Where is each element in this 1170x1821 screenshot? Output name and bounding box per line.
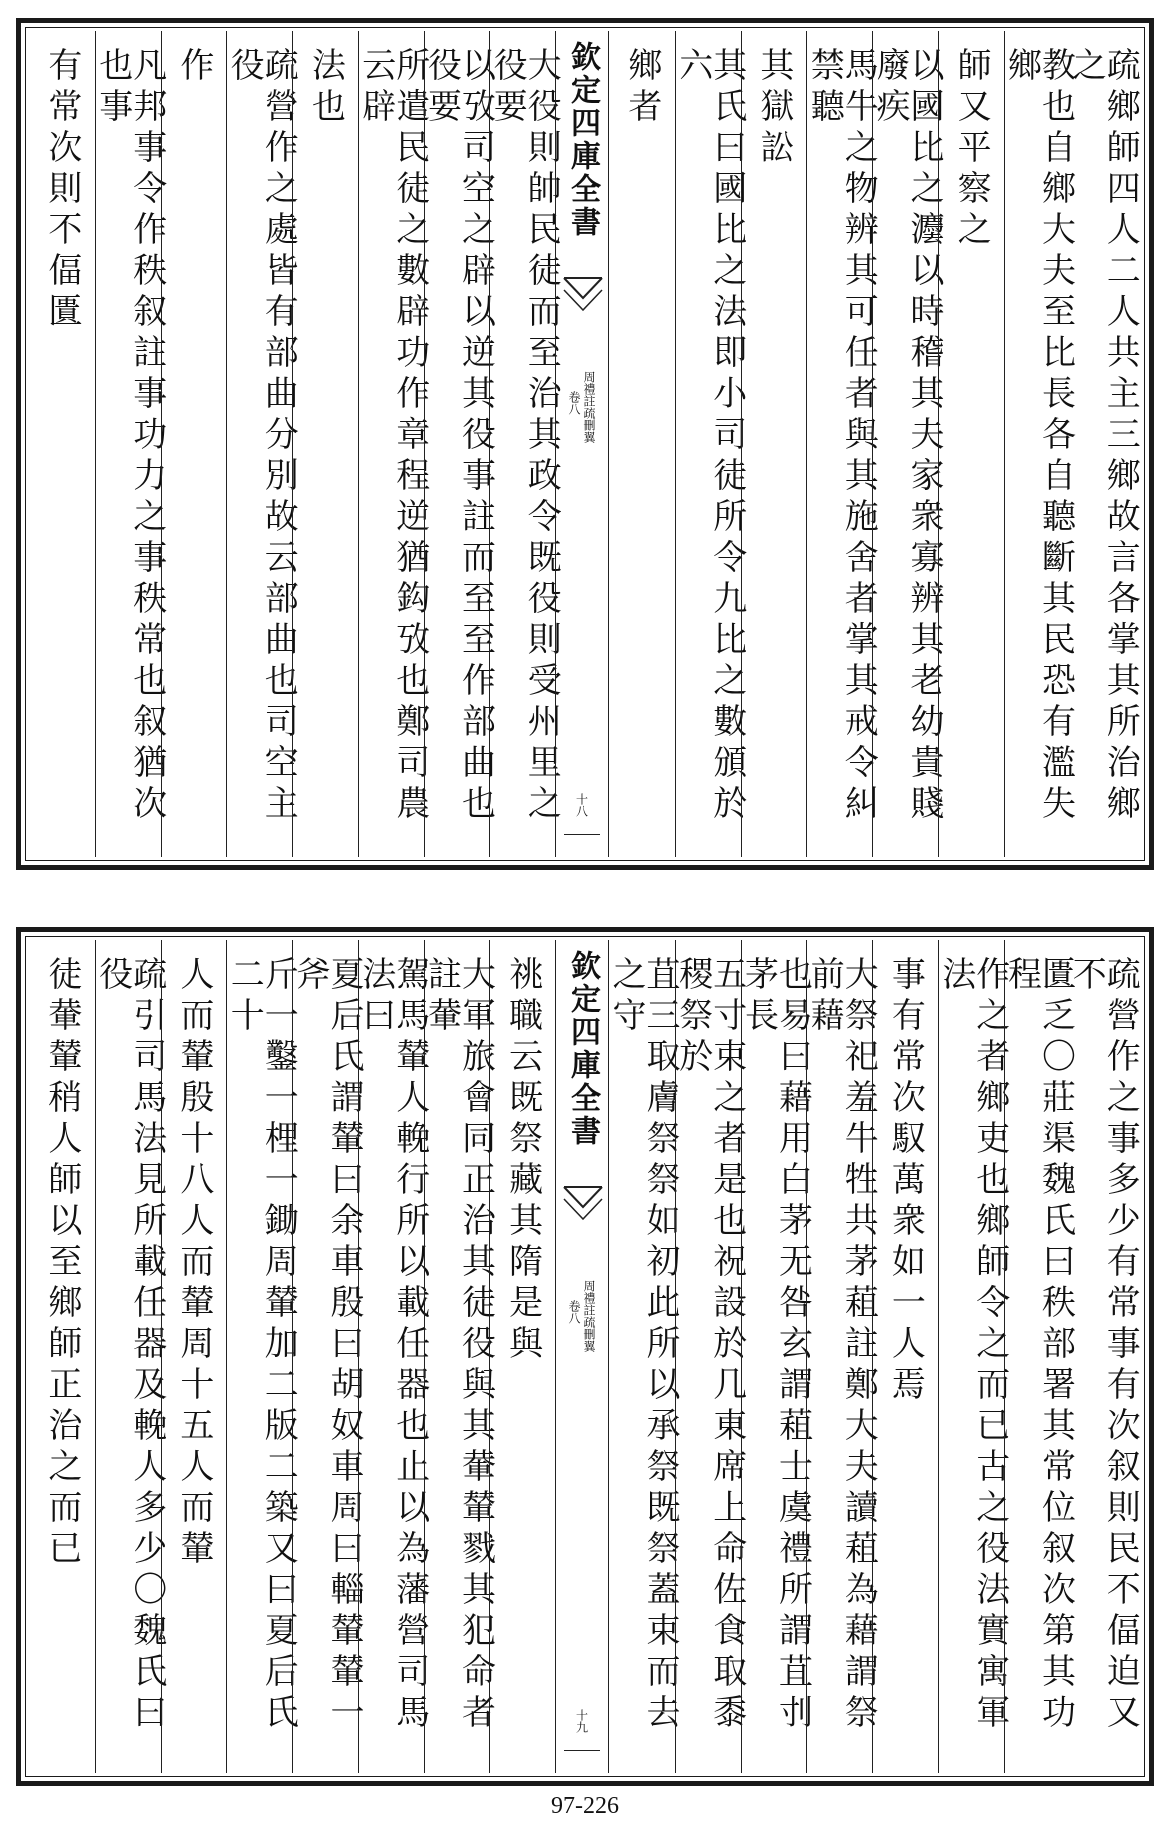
leaf-number: 十八 [574, 793, 589, 817]
column-text: 疏引司馬法見所載任器及輓人多少〇魏氏曰役 [92, 956, 167, 1735]
book-subtitle: 周禮註疏刪翼 [582, 371, 596, 443]
column-text: 其氏曰國比之法即小司徒所令九比之數頒於六 [672, 47, 747, 826]
text-column [672, 940, 747, 1773]
center-fold [555, 940, 609, 1773]
text-column [29, 940, 95, 1773]
page-top-body [29, 31, 1141, 857]
column-text: 人而輦殷十八人而輦周十五人而輦 [173, 956, 214, 1571]
column-text: 凡邦事令作秩叙註事功力之事秩常也叙猶次也事 [92, 47, 167, 826]
text-column [421, 31, 496, 857]
column-text: 疏營作之處皆有部曲分別故云部曲也司空主役 [224, 47, 299, 826]
column-text: 斤一鑿一梩一鋤周輦加二版二築又曰夏后氏二十 [224, 956, 299, 1735]
text-column [738, 940, 813, 1773]
column-text: 大軍旅會同正治其徒役與其輂輦戮其犯命者註輂 [421, 956, 496, 1735]
column-text: 所遣民徒之數辟功作章程逆猶鈎攷也鄭司農云辟 [355, 47, 430, 826]
center-fold [555, 31, 609, 857]
column-text: 作之者鄉吏也鄉師令之而已古之役法實寓軍法 [935, 956, 1010, 1735]
text-column [872, 940, 938, 1773]
column-text: 疏營作之事多少有常事有次叙則民不偪迫又不 [1066, 956, 1141, 1735]
text-column [487, 31, 562, 857]
text-column [161, 31, 227, 857]
column-text: 有常次則不偪匱 [41, 47, 82, 334]
text-column [935, 940, 1010, 1773]
volume-label: 卷八 [567, 391, 581, 415]
column-text: 以攷司空之辟以逆其役事註而至至作部曲也役要 [421, 47, 496, 826]
book-subtitle: 周禮註疏刪翼 [582, 1280, 596, 1352]
text-column [92, 31, 167, 857]
text-column [804, 940, 879, 1773]
column-text: 五寸束之者是也祝設於几東席上命佐食取黍稷祭於 [672, 956, 747, 1735]
column-text: 馬牛之物辨其可任者與其施舍者掌其戒令糾禁聽 [804, 47, 879, 826]
page-bottom-body [29, 940, 1141, 1773]
column-text: 徒輂輦稍人師以至鄉師正治之而已 [41, 956, 82, 1571]
text-column [1001, 31, 1076, 857]
bottom-rule [564, 834, 600, 835]
text-column [355, 940, 430, 1773]
text-column [609, 31, 675, 857]
text-column [421, 940, 496, 1773]
column-text: 作 [173, 47, 214, 88]
text-column [938, 31, 1004, 857]
column-text: 夏后氏謂輦曰余車殷曰胡奴車周曰輜輦輦一斧 [290, 956, 364, 1735]
column-text: 疏鄉師四人二人共主三鄉故言各掌其所治鄉之 [1066, 47, 1141, 826]
text-column [741, 31, 807, 857]
text-column [161, 940, 227, 1773]
text-column [804, 31, 879, 857]
text-column [292, 31, 358, 857]
bottom-rule [564, 1750, 600, 1751]
page-number: 97-226 [551, 1793, 619, 1819]
text-column [489, 940, 555, 1773]
column-text: 祧職云既祭藏其隋是與 [502, 956, 543, 1366]
text-column [1001, 940, 1076, 1773]
text-column [870, 31, 944, 857]
text-column [672, 31, 747, 857]
text-column [606, 940, 680, 1773]
text-column [224, 940, 299, 1773]
text-column [290, 940, 364, 1773]
column-text: 教也自鄉大夫至比長各自聽斷其民恐有濫失鄉 [1001, 47, 1076, 826]
fishtail-mark-icon [562, 276, 604, 326]
book-title: 欽定四庫全書 [565, 41, 600, 239]
column-text: 其獄訟 [753, 47, 794, 170]
text-column [29, 31, 95, 857]
column-text: 大祭祀羞牛牲共茅蒩註鄭大夫讀蒩為藉謂祭前藉 [804, 956, 879, 1735]
column-text: 事有常次馭萬衆如一人焉 [885, 956, 926, 1407]
text-column [224, 31, 299, 857]
book-title: 欽定四庫全書 [565, 950, 600, 1148]
column-text: 匱乏〇莊渠魏氏曰秩部署其常位叙次第其功程 [1001, 956, 1076, 1735]
column-text: 駕馬輦人輓行所以載任器也止以為藩營司馬法曰 [355, 956, 430, 1735]
column-text: 鄉者 [621, 47, 662, 129]
column-text: 師又平察之 [951, 47, 992, 252]
text-column [1066, 31, 1141, 857]
text-column [92, 940, 167, 1773]
column-text: 大役則帥民徒而至治其政令既役則受州里之役要 [487, 47, 562, 826]
text-column [1066, 940, 1141, 1773]
page-top [16, 18, 1154, 870]
column-text: 以國比之灋以時稽其夫家衆寡辨其老幼貴賤廢疾 [870, 47, 944, 826]
leaf-number: 十九 [574, 1709, 589, 1733]
column-text: 苴三取膚祭祭如初此所以承祭既祭蓋束而去之守 [606, 956, 680, 1735]
fishtail-mark-icon [562, 1185, 604, 1235]
page-bottom [16, 927, 1154, 1786]
column-text: 也易曰藉用白茅无咎玄謂蒩士虞禮所謂苴刌茅長 [738, 956, 813, 1735]
volume-label: 卷八 [567, 1300, 581, 1324]
column-text: 法也 [305, 47, 346, 129]
text-column [355, 31, 430, 857]
